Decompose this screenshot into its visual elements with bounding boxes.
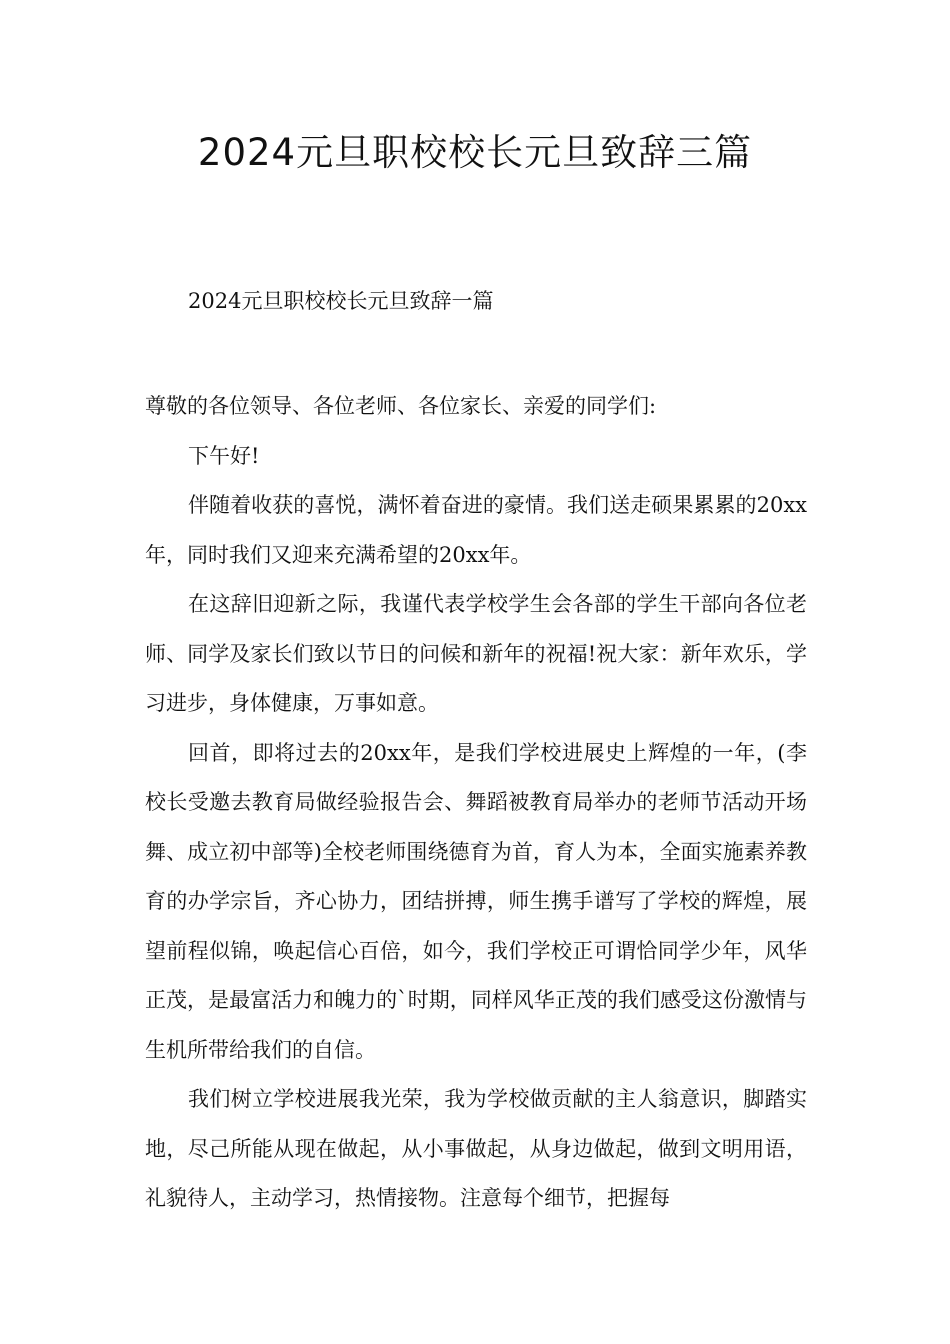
- document-body: [145, 382, 807, 1224]
- body-paragraph: 回首，即将过去的20xx年，是我们学校进展史上辉煌的一年，(李校长受邀去教育局做经验报告会、舞蹈被教育局举办的老师节活动开场舞、成立初中部等)全校老师围绕德育为首，育人为本，全面实施素养教育的办学宗旨，齐心协力，团结拼搏，师生携手谱写了学校的辉煌，展望前程似锦，唤起信心百倍，如今，我们学校正可谓恰同学少年，风华正茂，是最富活力和魄力的`时期，同样风华正茂的我们感受这份激情与生机所带给我们的自信。: [145, 740, 807, 1062]
- salutation-paragraph: 尊敬的各位领导、各位老师、各位家长、亲爱的同学们:: [145, 394, 657, 418]
- body-paragraph: 在这辞旧迎新之际，我谨代表学校学生会各部的学生干部向各位老师、同学及家长们致以节日的问候和新年的祝福!祝大家：新年欢乐，学习进步，身体健康，万事如意。: [145, 592, 807, 715]
- document-title: 2024元旦职校校长元旦致辞三篇: [197, 131, 753, 174]
- body-paragraph: 伴随着收获的喜悦，满怀着奋进的豪情。我们送走硕果累累的20xx年，同时我们又迎来充满希望的20xx年。: [145, 493, 807, 567]
- greeting-paragraph: 下午好!: [188, 443, 260, 468]
- section-subtitle: 2024元旦职校校长元旦致辞一篇: [188, 289, 494, 313]
- body-paragraph: 我们树立学校进展我光荣，我为学校做贡献的主人翁意识，脚踏实地，尽己所能从现在做起，从小事做起，从身边做起，做到文明用语，礼貌待人，主动学习，热情接物。注意每个细节，把握每: [145, 1087, 807, 1210]
